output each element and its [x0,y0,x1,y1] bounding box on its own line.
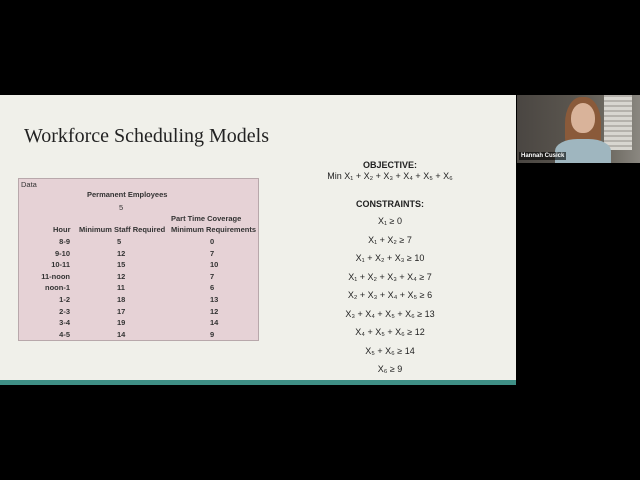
constraint-item: X₁ + X₂ + X₃ + X₄ ≥ 7 [348,271,432,282]
row-hour: 3-4 [59,318,70,328]
row-hour: 4-5 [59,329,70,339]
min-requirements-header: Minimum Requirements [171,225,257,234]
row-min-staff: 15 [117,260,126,270]
table-row [19,330,258,342]
model-formulation [305,160,475,379]
row-part-time: 9 [210,329,215,339]
row-hour: 2-3 [59,306,70,316]
table-row [19,249,258,261]
row-hour: 8-9 [59,237,70,246]
participant-video-tile[interactable] [517,95,640,163]
table-row [19,260,258,272]
constraint-item: X₃ + X₄ + X₅ + X₆ ≥ 13 [345,308,435,319]
participant-name-tag: Hannah Cusick [521,153,565,159]
presentation-slide [0,95,516,385]
table-row [19,283,258,295]
objective-title: OBJECTIVE: [362,160,417,170]
table-row [19,272,258,284]
row-min-staff: 5 [117,237,122,246]
constraint-item: X₁ ≥ 0 [378,216,402,226]
participant-face [571,103,595,133]
table-row [19,295,258,307]
slide-title: Workforce Scheduling Models [24,125,269,147]
row-part-time: 6 [210,283,215,293]
objective-expression: Min X₁ + X₂ + X₃ + X₄ + X₅ + X₆ [327,171,453,181]
row-hour: 9-10 [54,248,70,258]
row-min-staff: 19 [117,318,126,328]
row-part-time: 0 [210,237,215,246]
row-min-staff: 11 [117,283,125,293]
constraint-item: X₁ + X₂ + X₃ ≥ 10 [355,253,425,263]
constraints-list [305,212,475,379]
table-data-label: Data [21,180,37,189]
row-part-time: 7 [210,271,215,281]
table-row [19,318,258,330]
row-hour: 10-11 [51,260,70,270]
permanent-employees-value: 5 [119,203,124,212]
constraint-item: X₄ + X₅ + X₆ ≥ 12 [355,327,425,337]
slide-accent-bar [0,380,516,385]
constraint-item: X₆ ≥ 9 [377,364,403,374]
row-min-staff: 17 [117,306,126,316]
table-row [19,307,258,319]
row-part-time: 7 [210,248,215,258]
table-row [19,237,258,249]
row-hour: noon-1 [45,283,70,293]
row-min-staff: 18 [117,294,126,304]
constraint-item: X₂ + X₃ + X₄ + X₅ ≥ 6 [347,290,433,300]
row-hour: 1-2 [59,294,70,304]
row-part-time: 12 [210,306,219,316]
row-part-time: 14 [210,318,219,328]
constraint-item: X₅ + X₆ ≥ 14 [365,345,415,356]
row-min-staff: 12 [117,271,126,281]
part-time-header-1: Part Time Coverage [171,214,242,223]
window-blind [604,95,632,150]
row-part-time: 10 [210,260,219,270]
row-min-staff: 14 [117,329,126,339]
row-min-staff: 12 [117,248,126,258]
permanent-employees-label: Permanent Employees [87,190,168,199]
constraint-item: X₁ + X₂ ≥ 7 [368,234,412,245]
table-rows [19,237,258,341]
constraints-title: CONSTRAINTS: [356,199,424,209]
row-hour: 11-noon [41,271,70,281]
row-part-time: 13 [210,294,219,304]
min-staff-header: Minimum Staff Required [79,225,166,234]
hour-header: Hour [53,225,71,234]
data-table [18,178,259,341]
